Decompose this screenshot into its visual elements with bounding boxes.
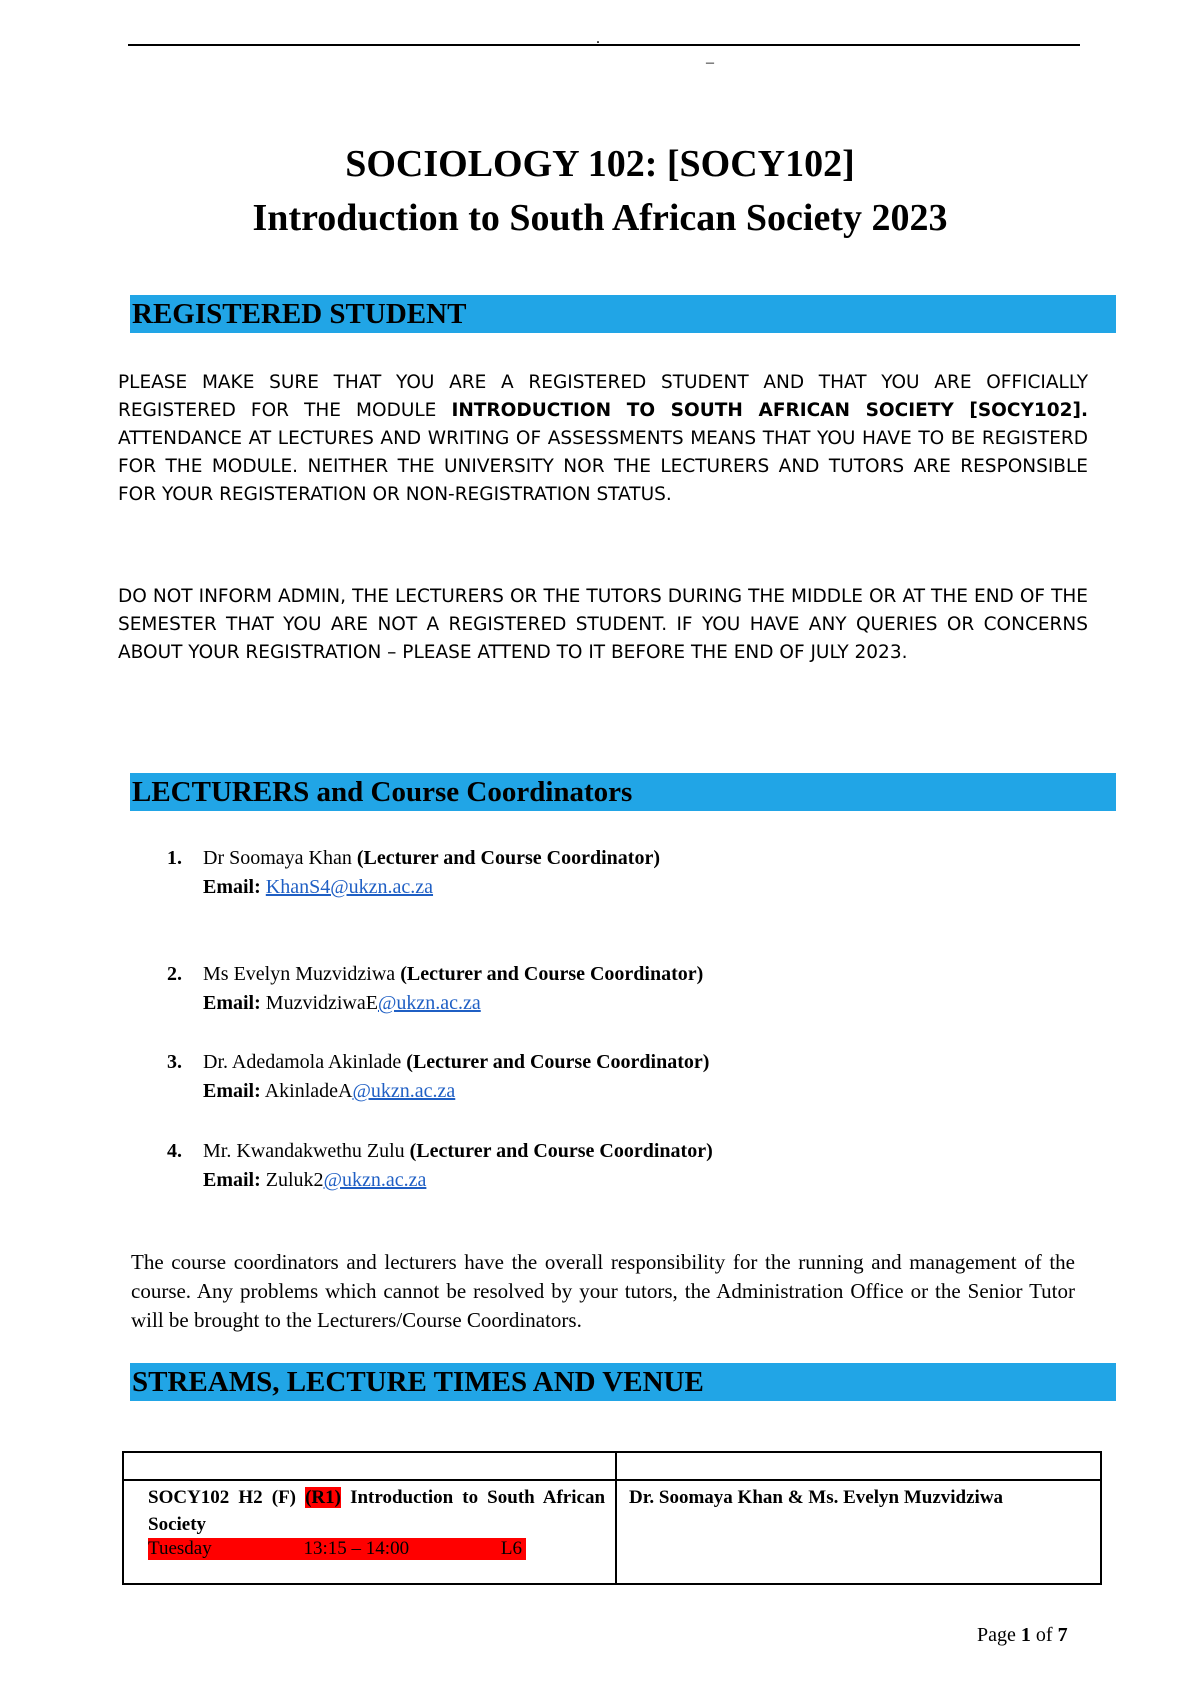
email-plain: AkinladeA: [264, 1080, 353, 1102]
lecturer-role: (Lecturer and Course Coordinator): [400, 963, 704, 985]
lecturer-role: (Lecturer and Course Coordinator): [406, 1051, 710, 1073]
stream-lecturers: Dr. Soomaya Khan & Ms. Evelyn Muzvidziwa: [629, 1487, 1004, 1508]
page-number: [977, 1624, 1068, 1647]
email-plain: Zuluk2: [265, 1169, 324, 1191]
streams-table: [122, 1451, 1102, 1585]
registration-text: PLEASE MAKE SURE THAT YOU ARE A REGISTERED STUDENT AND THAT YOU ARE OFFICIALLY REGISTERED FOR THE MODULE: [118, 372, 1088, 421]
registration-paragraph-1: [118, 369, 1088, 509]
page-current: 1: [1020, 1624, 1031, 1646]
email-link[interactable]: @ukzn.ac.za: [323, 1169, 427, 1191]
email-link[interactable]: @ukzn.ac.za: [377, 992, 481, 1014]
list-number: 3.: [167, 1051, 182, 1073]
list-number: 2.: [167, 963, 182, 985]
table-cell-empty: [123, 1452, 616, 1480]
email-link[interactable]: KhanS4@ukzn.ac.za: [265, 876, 434, 898]
lecturer-details: [203, 1048, 709, 1106]
list-number: 4.: [167, 1140, 182, 1162]
page-subtitle: Introduction to South African Society 2023: [252, 197, 948, 239]
lecturer-name: Dr. Adedamola Akinlade: [203, 1051, 407, 1073]
stream-lecturers-cell: [616, 1480, 1101, 1584]
stream-module: Introduction to South African Society: [148, 1487, 606, 1535]
module-name: INTRODUCTION TO SOUTH AFRICAN SOCIETY [SOCY102].: [451, 400, 1088, 421]
email-link[interactable]: @ukzn.ac.za: [352, 1080, 456, 1102]
stream-venue: L6: [500, 1538, 522, 1559]
stream-day: Tuesday: [148, 1538, 212, 1559]
header-rule: [128, 44, 1080, 46]
page-total: 7: [1057, 1624, 1068, 1646]
email-label: Email:: [203, 1169, 261, 1191]
stream-code: SOCY102 H2 (F): [148, 1487, 306, 1508]
section-heading-streams: STREAMS, LECTURE TIMES AND VENUE: [130, 1363, 1116, 1401]
registration-text-cont: ATTENDANCE AT LECTURES AND WRITING OF ASSESSMENTS MEANS THAT YOU HAVE TO BE REGISTERD FOR THE MODULE. NEITHER THE UNIVERSITY NOR THE LECTURERS AND TUTORS ARE RESPONSIBLE FOR YOUR REGISTERATION OR NON-REGISTRATION STATUS.: [118, 428, 1088, 505]
coordinators-paragraph: The course coordinators and lecturers have the overall responsibility for the running and management of the course. Any problems which cannot be resolved by your tutors, the Administration Office or the Senior Tutor will be brought to the Lecturers/Course Coordinators.: [131, 1250, 1075, 1332]
list-number: 1.: [167, 847, 182, 869]
section-heading-lecturers: LECTURERS and Course Coordinators: [130, 773, 1116, 811]
lecturer-details: [203, 960, 703, 1018]
stream-schedule: [148, 1538, 526, 1560]
lecturer-role: (Lecturer and Course Coordinator): [409, 1140, 713, 1162]
table-row: [123, 1480, 1101, 1584]
stream-r1-badge: (R1): [305, 1487, 341, 1508]
email-label: Email:: [203, 992, 261, 1014]
stream-info-cell: [123, 1480, 616, 1584]
lecturer-details: [203, 1137, 713, 1195]
lecturer-name: Ms Evelyn Muzvidziwa: [203, 963, 401, 985]
stream-title: [148, 1484, 605, 1538]
email-label: Email:: [203, 1080, 261, 1102]
header-dot: .: [596, 30, 600, 47]
lecturer-name: Dr Soomaya Khan: [203, 847, 357, 869]
lecturer-role: (Lecturer and Course Coordinator): [356, 847, 660, 869]
page-of: of: [1030, 1624, 1058, 1646]
table-cell-empty: [616, 1452, 1101, 1480]
lecturer-name: Mr. Kwandakwethu Zulu: [203, 1140, 410, 1162]
page-label: Page: [977, 1624, 1021, 1646]
header-dash: –: [706, 54, 714, 71]
section-heading-registered: REGISTERED STUDENT: [130, 295, 1116, 333]
page-title: SOCIOLOGY 102: [SOCY102]: [345, 143, 855, 185]
email-label: Email:: [203, 876, 261, 898]
table-row: [123, 1452, 1101, 1480]
stream-time: 13:15 – 14:00: [303, 1538, 410, 1559]
lecturer-details: [203, 844, 660, 902]
email-plain: MuzvidziwaE: [265, 992, 378, 1014]
registration-paragraph-2: DO NOT INFORM ADMIN, THE LECTURERS OR THE TUTORS DURING THE MIDDLE OR AT THE END OF THE SEMESTER THAT YOU ARE NOT A REGISTERED STUDENT. IF YOU HAVE ANY QUERIES OR CONCERNS ABOUT YOUR REGISTRATION – PLEASE ATTEND TO IT BEFORE THE END OF JULY 2023.: [118, 586, 1088, 663]
